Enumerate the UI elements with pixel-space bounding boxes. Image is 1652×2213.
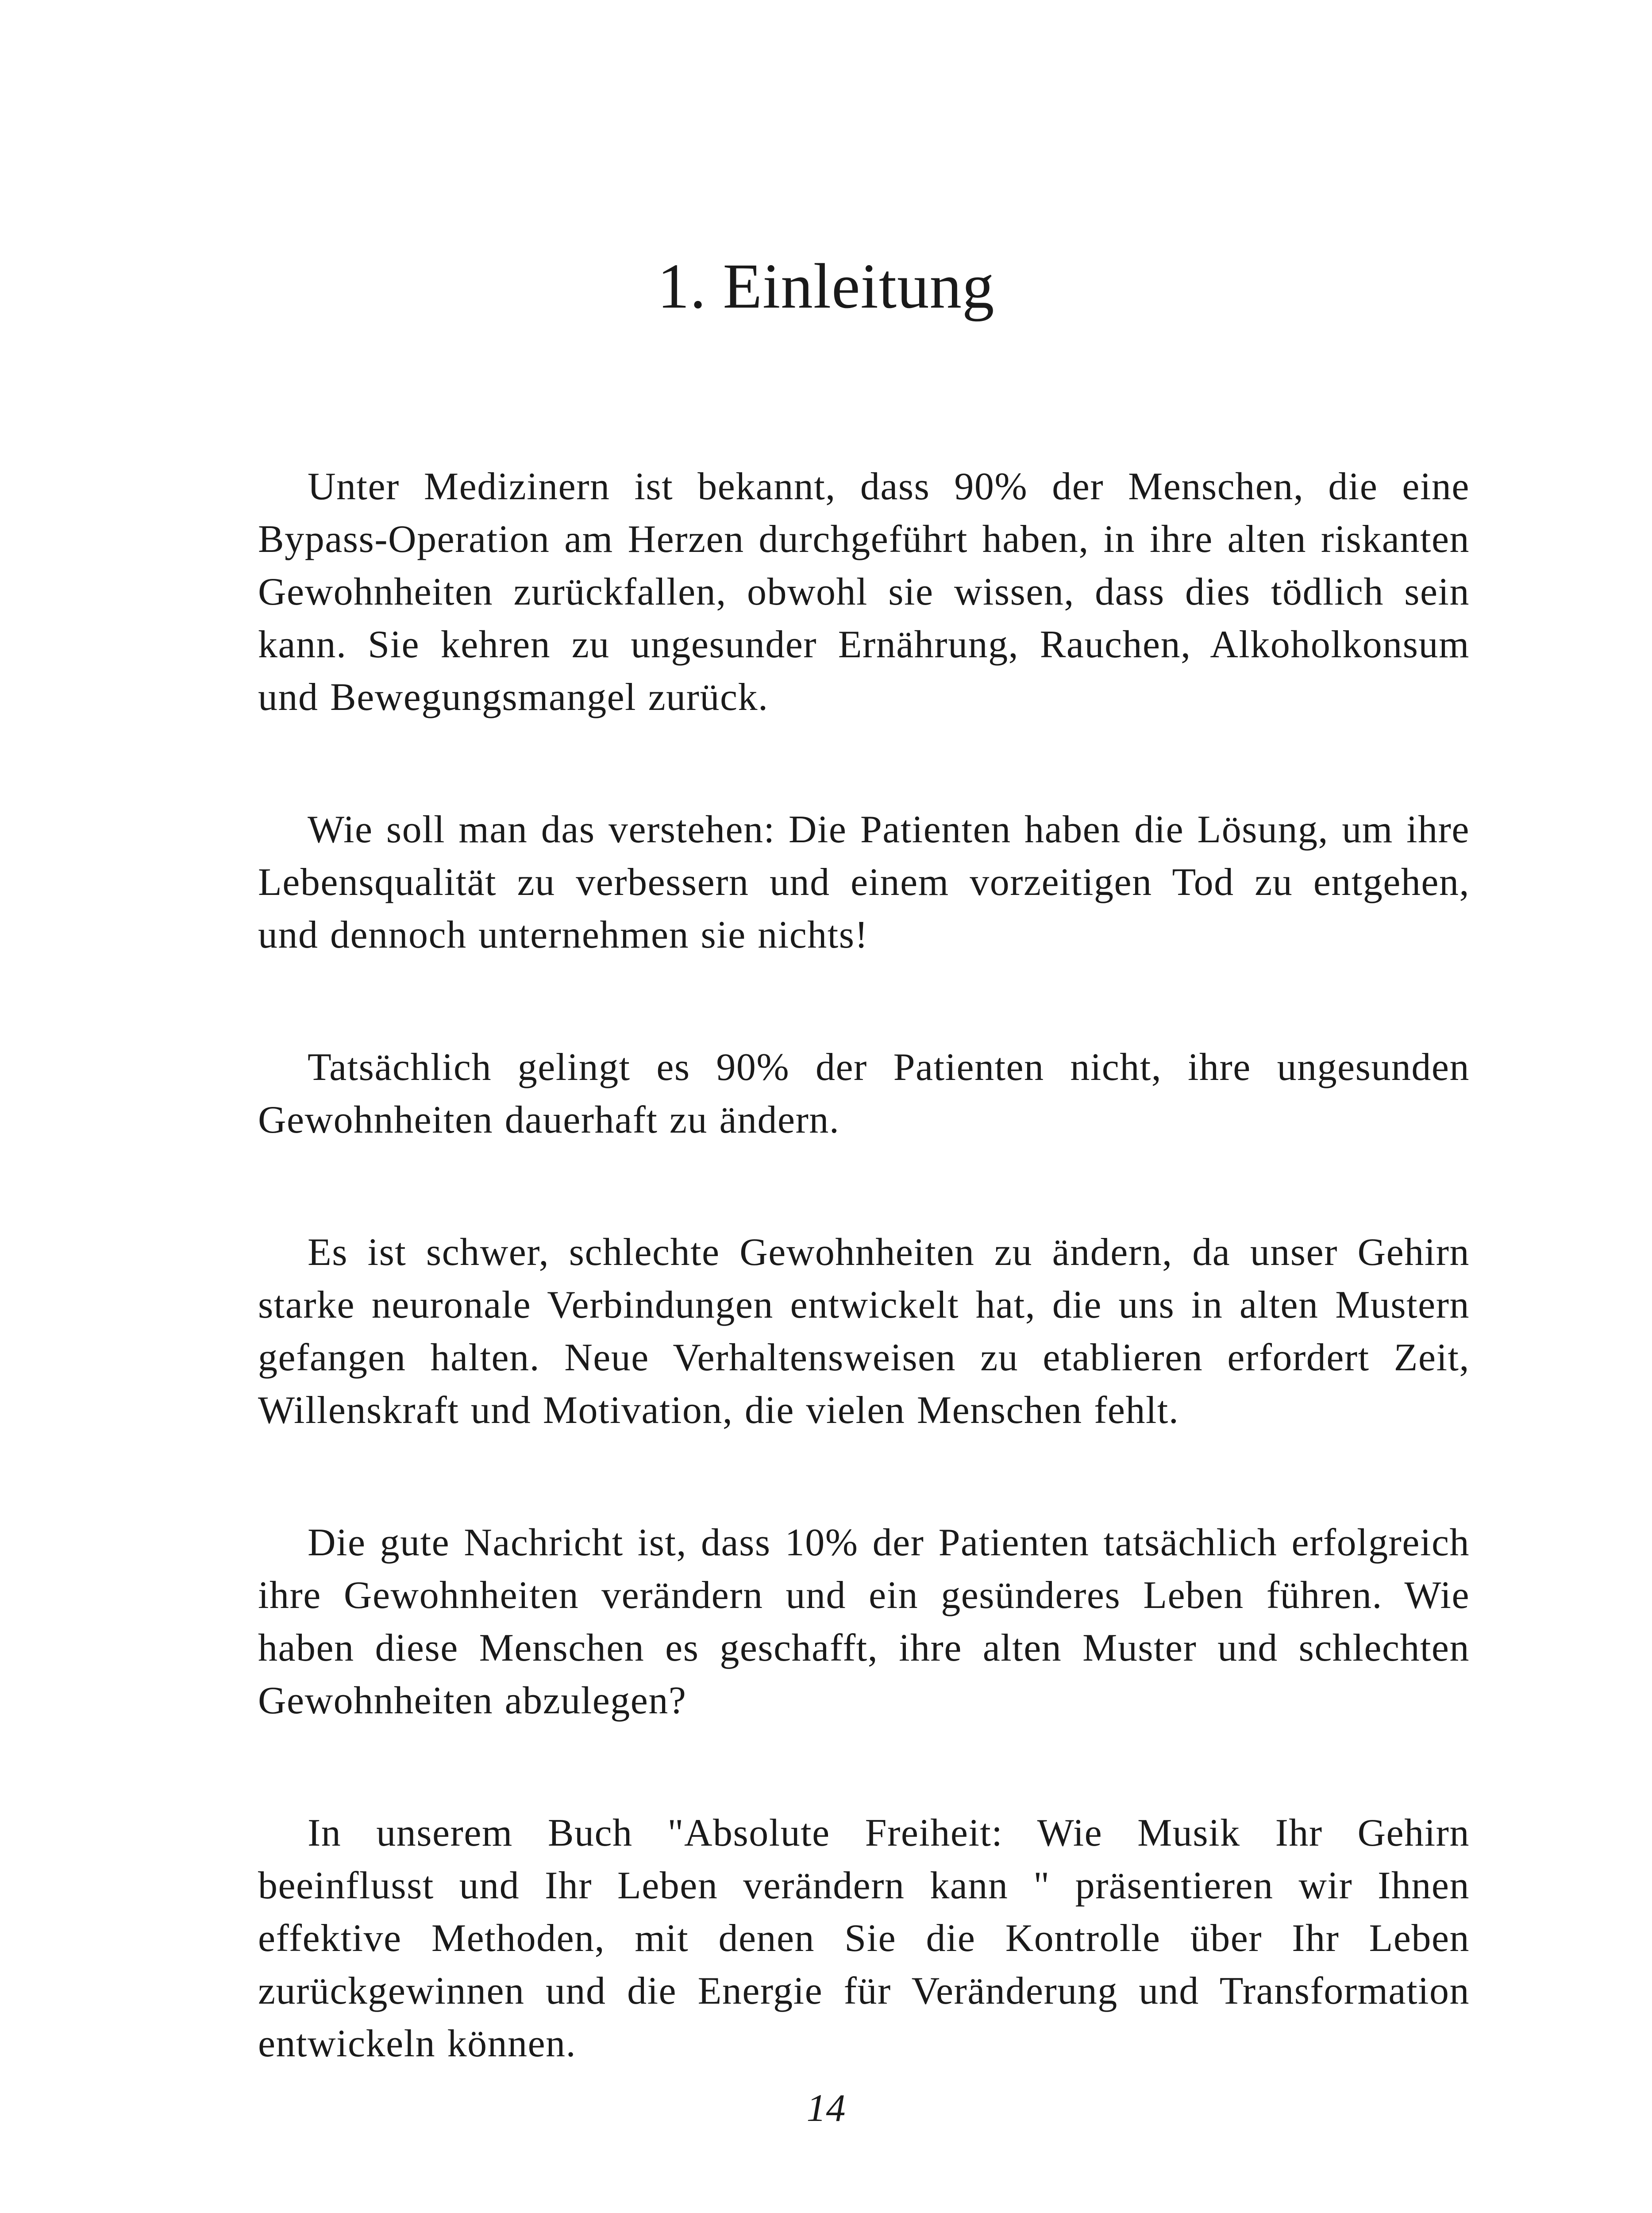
paragraph: In unserem Buch "Absolute Freiheit: Wie Musik Ihr Gehirn beeinflusst und Ihr Leben verändern kann " präsentieren wir Ihnen effektive Methoden, mit denen Sie die Kontrolle über Ihr Leben zurückgewinnen und die Energie für Veränderung und Transformation entwickeln können. [258, 1812, 1470, 2065]
chapter-body [258, 460, 1470, 2150]
paragraph: Die gute Nachricht ist, dass 10% der Patienten tatsächlich erfolgreich ihre Gewohnheiten verändern und ein gesünderes Leben führen. Wie haben diese Menschen es geschafft, ihre alten Muster und schlechten Gewohnheiten abzulegen? [258, 1521, 1470, 1722]
chapter-title: 1. Einleitung [657, 251, 995, 322]
paragraph: Unter Medizinern ist bekannt, dass 90% der Menschen, die eine Bypass-Operation am Herzen durchgeführt haben, in ihre alten riskanten Gewohnheiten zurückfallen, obwohl sie wissen, dass dies tödlich sein kann. Sie kehren zu ungesunder Ernährung, Rauchen, Alkoholkonsum und Bewegungsmangel zurück. [258, 465, 1470, 719]
paragraph: Es ist schwer, schlechte Gewohnheiten zu ändern, da unser Gehirn starke neuronale Verbindungen entwickelt hat, die uns in alten Mustern gefangen halten. Neue Verhaltensweisen zu etablieren erfordert Zeit, Willenskraft und Motivation, die vielen Menschen fehlt. [258, 1231, 1470, 1432]
paragraph: Wie soll man das verstehen: Die Patienten haben die Lösung, um ihre Lebensqualität zu verbessern und einem vorzeitigen Tod zu entgehen, und dennoch unternehmen sie nichts! [258, 808, 1470, 956]
paragraph: Tatsächlich gelingt es 90% der Patienten nicht, ihre ungesunden Gewohnheiten dauerhaft zu ändern. [258, 1046, 1470, 1141]
page-number: 14 [806, 2087, 846, 2130]
